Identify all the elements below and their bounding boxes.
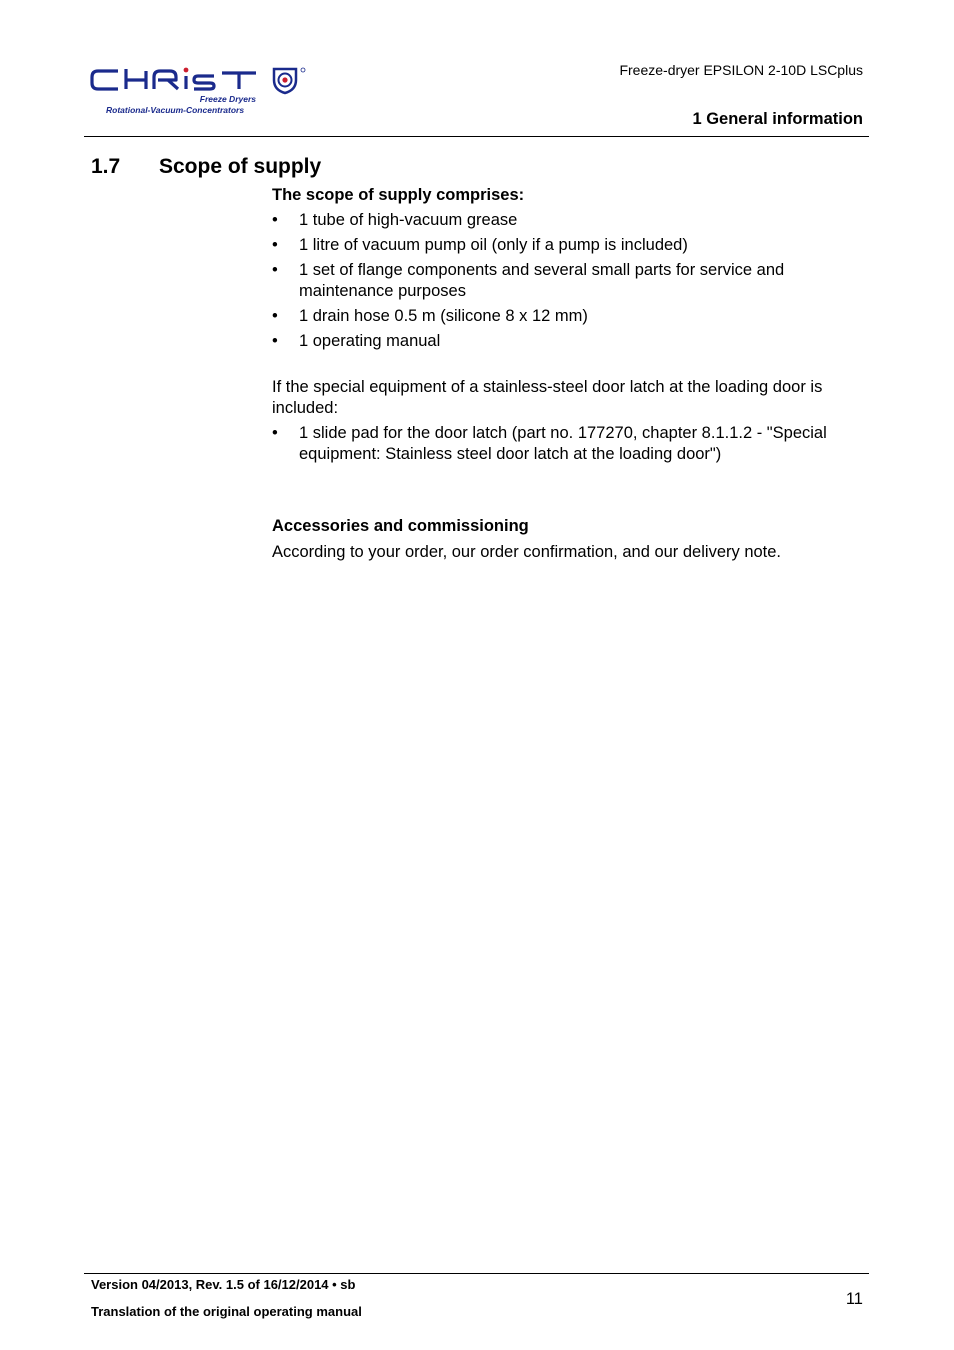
list-item-text: 1 operating manual bbox=[299, 332, 441, 350]
bullet-icon: • bbox=[272, 236, 278, 254]
logo-tagline-concentrators: Rotational-Vacuum-Concentrators bbox=[106, 105, 245, 115]
bullet-icon: • bbox=[272, 211, 278, 229]
page-number: 11 bbox=[845, 1290, 863, 1308]
bullet-icon: • bbox=[272, 424, 278, 442]
list-item-text: 1 drain hose 0.5 m (silicone 8 x 12 mm) bbox=[299, 307, 588, 325]
logo-tagline-freeze-dryers: Freeze Dryers bbox=[199, 94, 256, 104]
bullet-icon: • bbox=[272, 261, 278, 279]
list-item-text: 1 slide pad for the door latch (part no. 177270, chapter 8.1.1.2 - "Special equipment: Stainless steel door latch at the loading door") bbox=[299, 424, 827, 463]
list-item bbox=[272, 210, 868, 231]
list-item bbox=[272, 235, 868, 256]
special-equipment-list bbox=[272, 423, 868, 465]
list-item bbox=[272, 423, 868, 465]
accessories-heading: Accessories and commissioning bbox=[272, 517, 529, 535]
list-item-text: 1 tube of high-vacuum grease bbox=[299, 211, 518, 229]
section-title: Scope of supply bbox=[159, 155, 322, 178]
list-item bbox=[272, 260, 868, 302]
header-rule bbox=[84, 136, 869, 137]
scope-heading: The scope of supply comprises: bbox=[272, 186, 525, 204]
section-number: 1.7 bbox=[91, 155, 121, 178]
accessories-text: According to your order, our order confirmation, and our delivery note. bbox=[272, 543, 782, 561]
footer-version: Version 04/2013, Rev. 1.5 of 16/12/2014 • sb bbox=[91, 1277, 356, 1292]
section-content bbox=[272, 185, 868, 563]
footer-translation-note: Translation of the original operating manual bbox=[91, 1304, 362, 1319]
header-chapter-title: 1 General information bbox=[692, 110, 863, 128]
header-product-name: Freeze-dryer EPSILON 2-10D LSCplus bbox=[619, 62, 863, 78]
scope-list bbox=[272, 210, 868, 352]
list-item bbox=[272, 331, 868, 352]
list-item bbox=[272, 306, 868, 327]
christ-logo-mark bbox=[88, 64, 308, 96]
bullet-icon: • bbox=[272, 307, 278, 325]
list-item-text: 1 set of flange components and several small parts for service and maintenance purposes bbox=[299, 261, 785, 300]
bullet-icon: • bbox=[272, 332, 278, 350]
list-item-text: 1 litre of vacuum pump oil (only if a pump is included) bbox=[299, 236, 688, 254]
special-equipment-intro: If the special equipment of a stainless-steel door latch at the loading door is included: bbox=[272, 378, 823, 417]
footer-rule bbox=[84, 1273, 869, 1274]
